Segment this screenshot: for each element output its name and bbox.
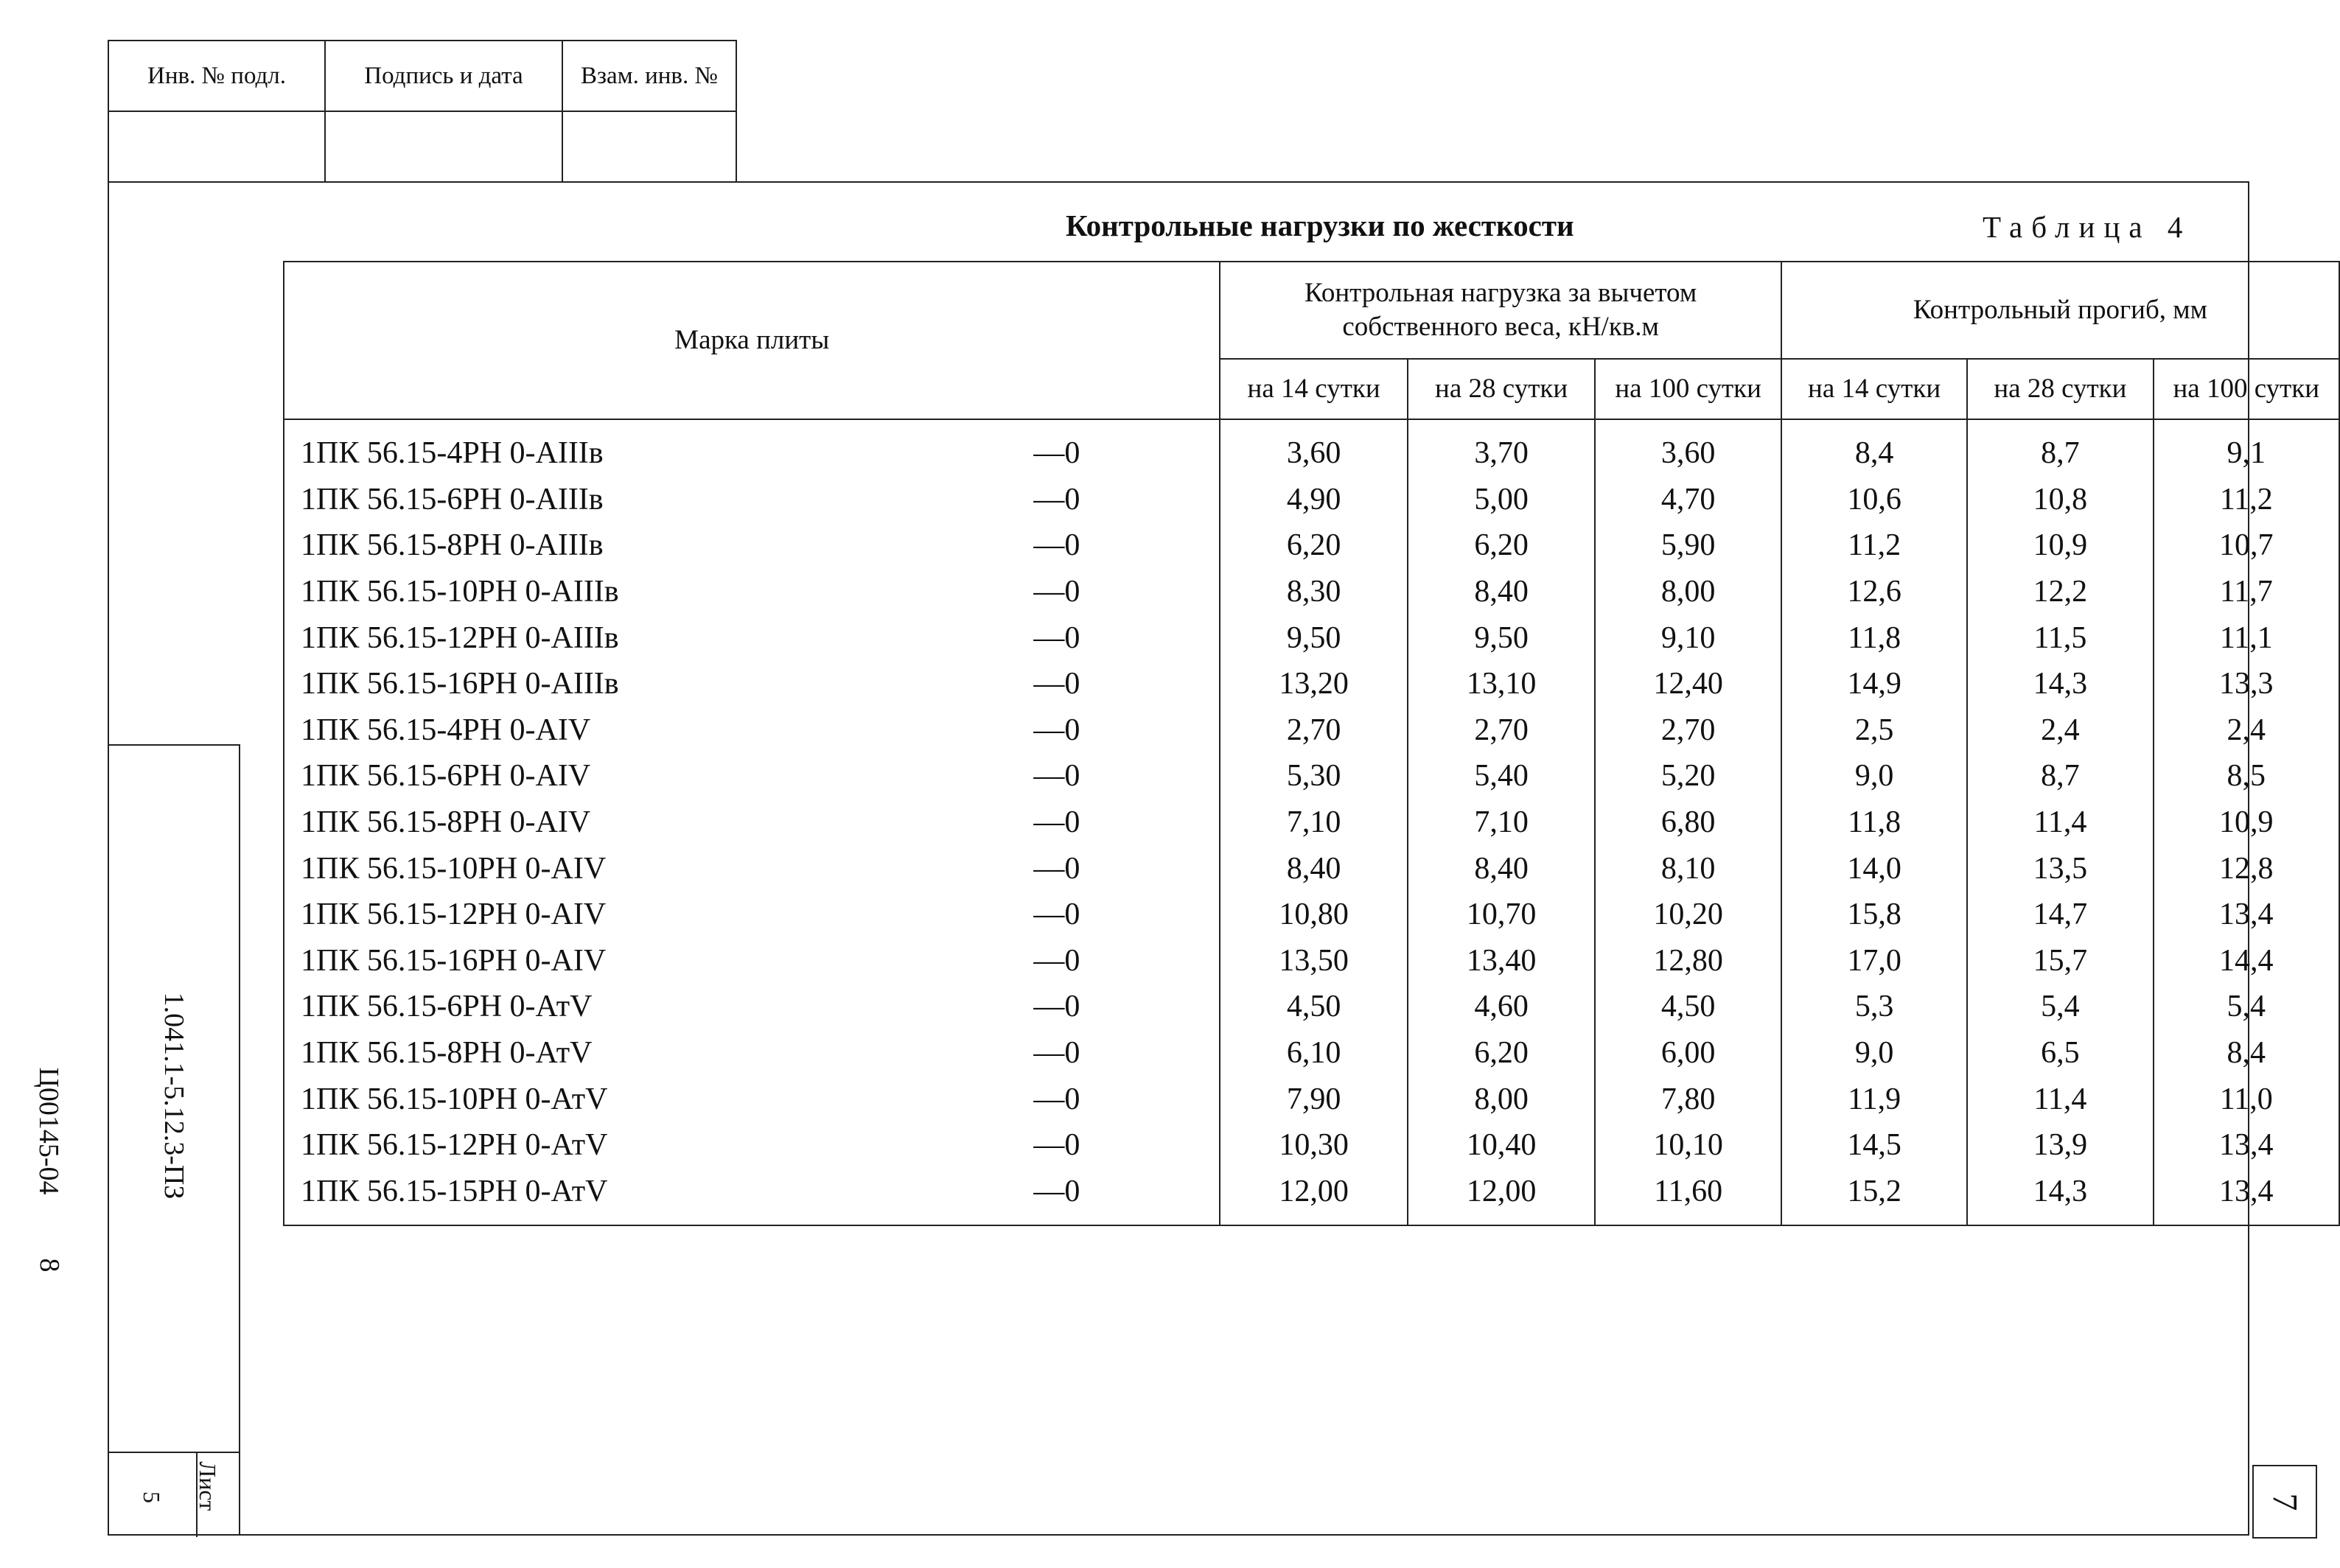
page-number: 7 (2265, 1493, 2305, 1511)
sheet-label: Лист (195, 1461, 221, 1511)
load-14-cell: 10,80 (1220, 892, 1408, 938)
deflection-14-cell: 9,0 (1781, 1030, 1967, 1077)
table-row (284, 707, 2339, 754)
deflection-14-cell: 17,0 (1781, 938, 1967, 984)
load-100-cell: 10,10 (1595, 1122, 1781, 1169)
load-28-cell: 5,00 (1408, 477, 1596, 523)
deflection-28-cell: 13,9 (1967, 1122, 2153, 1169)
suffix-cell: —0 (1033, 753, 1220, 799)
archive-code: Ц00145-04 (33, 1067, 64, 1195)
deflection-14-cell: 11,8 (1781, 799, 1967, 846)
load-28-cell: 3,70 (1408, 419, 1596, 477)
load-28-cell: 6,20 (1408, 522, 1596, 569)
deflection-14-cell: 14,0 (1781, 845, 1967, 892)
subheader-deflection-100: на 100 сутки (2154, 359, 2339, 419)
deflection-100-cell: 11,1 (2154, 615, 2339, 661)
deflection-14-cell: 14,9 (1781, 661, 1967, 707)
suffix-cell: —0 (1033, 569, 1220, 615)
deflection-100-cell: 2,4 (2154, 707, 2339, 754)
table-row (284, 1122, 2339, 1169)
archive-page-number: 8 (34, 1258, 65, 1273)
mark-cell: 1ПК 56.15-6РН 0-АIIIв (284, 477, 1033, 523)
header-deflection-group: Контрольный прогиб, мм (1781, 262, 2339, 359)
table-row (284, 799, 2339, 846)
load-100-cell: 8,00 (1595, 569, 1781, 615)
deflection-28-cell: 5,4 (1967, 984, 2153, 1030)
deflection-100-cell: 14,4 (2154, 938, 2339, 984)
deflection-28-cell: 10,8 (1967, 477, 2153, 523)
load-28-cell: 8,00 (1408, 1076, 1596, 1122)
deflection-14-cell: 5,3 (1781, 984, 1967, 1030)
deflection-28-cell: 10,9 (1967, 522, 2153, 569)
stiffness-table (283, 261, 2340, 1226)
suffix-cell: —0 (1033, 1076, 1220, 1122)
load-100-cell: 8,10 (1595, 845, 1781, 892)
deflection-100-cell: 9,1 (2154, 419, 2339, 477)
load-28-cell: 8,40 (1408, 569, 1596, 615)
suffix-cell: —0 (1033, 1122, 1220, 1169)
table-row (284, 615, 2339, 661)
suffix-cell: —0 (1033, 661, 1220, 707)
mark-cell: 1ПК 56.15-8РН 0-АтV (284, 1030, 1033, 1077)
load-100-cell: 3,60 (1595, 419, 1781, 477)
deflection-28-cell: 8,7 (1967, 753, 2153, 799)
suffix-cell: —0 (1033, 615, 1220, 661)
stamp-header-signature: Подпись и дата (326, 41, 563, 111)
header-load-group: Контрольная нагрузка за вычетом собственного веса, кН/кв.м (1220, 262, 1781, 359)
subheader-deflection-28: на 28 сутки (1967, 359, 2153, 419)
approval-stamp (108, 40, 737, 183)
mark-cell: 1ПК 56.15-8РН 0-АIV (284, 799, 1033, 846)
deflection-28-cell: 14,7 (1967, 892, 2153, 938)
deflection-28-cell: 11,5 (1967, 615, 2153, 661)
table-row (284, 892, 2339, 938)
suffix-cell: —0 (1033, 984, 1220, 1030)
load-28-cell: 10,40 (1408, 1122, 1596, 1169)
load-14-cell: 4,90 (1220, 477, 1408, 523)
load-14-cell: 7,10 (1220, 799, 1408, 846)
deflection-100-cell: 11,2 (2154, 477, 2339, 523)
mark-cell: 1ПК 56.15-10РН 0-АIIIв (284, 569, 1033, 615)
deflection-14-cell: 15,2 (1781, 1169, 1967, 1226)
load-14-cell: 10,30 (1220, 1122, 1408, 1169)
mark-cell: 1ПК 56.15-4РН 0-АIIIв (284, 419, 1033, 477)
suffix-cell: —0 (1033, 845, 1220, 892)
deflection-28-cell: 13,5 (1967, 845, 2153, 892)
load-14-cell: 2,70 (1220, 707, 1408, 754)
load-28-cell: 9,50 (1408, 615, 1596, 661)
load-14-cell: 12,00 (1220, 1169, 1408, 1226)
table-row (284, 984, 2339, 1030)
mark-cell: 1ПК 56.15-12РН 0-АтV (284, 1122, 1033, 1169)
deflection-28-cell: 2,4 (1967, 707, 2153, 754)
table-body (284, 419, 2339, 1225)
stamp-cell-signature (326, 111, 563, 181)
load-28-cell: 4,60 (1408, 984, 1596, 1030)
table-row (284, 419, 2339, 477)
subheader-deflection-14: на 14 сутки (1781, 359, 1967, 419)
load-28-cell: 5,40 (1408, 753, 1596, 799)
deflection-14-cell: 14,5 (1781, 1122, 1967, 1169)
deflection-100-cell: 12,8 (2154, 845, 2339, 892)
suffix-cell: —0 (1033, 938, 1220, 984)
table-title: Контрольные нагрузки по жесткости (1066, 209, 1574, 242)
table-label: Таблица 4 (1983, 210, 2192, 244)
table-row (284, 1076, 2339, 1122)
suffix-cell: —0 (1033, 522, 1220, 569)
load-100-cell: 2,70 (1595, 707, 1781, 754)
deflection-14-cell: 12,6 (1781, 569, 1967, 615)
load-28-cell: 12,00 (1408, 1169, 1596, 1226)
stamp-cell-inventory (109, 111, 326, 181)
suffix-cell: —0 (1033, 1169, 1220, 1226)
deflection-100-cell: 11,0 (2154, 1076, 2339, 1122)
subheader-load-100: на 100 сутки (1595, 359, 1781, 419)
suffix-cell: —0 (1033, 477, 1220, 523)
table-row (284, 938, 2339, 984)
mark-cell: 1ПК 56.15-6РН 0-АIV (284, 753, 1033, 799)
load-28-cell: 7,10 (1408, 799, 1596, 846)
document-code: 1.041.1-5.12.3-ПЗ (158, 992, 189, 1200)
stamp-header-replace: Взам. инв. № (581, 62, 718, 89)
stamp-header-inventory: Инв. № подл. (109, 41, 326, 111)
mark-cell: 1ПК 56.15-12РН 0-АIV (284, 892, 1033, 938)
suffix-cell: —0 (1033, 799, 1220, 846)
deflection-14-cell: 9,0 (1781, 753, 1967, 799)
load-100-cell: 6,80 (1595, 799, 1781, 846)
table-row (284, 569, 2339, 615)
deflection-28-cell: 14,3 (1967, 661, 2153, 707)
deflection-100-cell: 11,7 (2154, 569, 2339, 615)
load-100-cell: 7,80 (1595, 1076, 1781, 1122)
mark-cell: 1ПК 56.15-16РН 0-АIV (284, 938, 1033, 984)
load-14-cell: 13,20 (1220, 661, 1408, 707)
deflection-100-cell: 13,4 (2154, 892, 2339, 938)
deflection-28-cell: 12,2 (1967, 569, 2153, 615)
deflection-100-cell: 13,4 (2154, 1169, 2339, 1226)
load-14-cell: 5,30 (1220, 753, 1408, 799)
subheader-load-28: на 28 сутки (1408, 359, 1596, 419)
load-14-cell: 6,10 (1220, 1030, 1408, 1077)
load-14-cell: 9,50 (1220, 615, 1408, 661)
load-14-cell: 8,30 (1220, 569, 1408, 615)
deflection-28-cell: 15,7 (1967, 938, 2153, 984)
load-14-cell: 6,20 (1220, 522, 1408, 569)
load-28-cell: 13,40 (1408, 938, 1596, 984)
deflection-14-cell: 11,8 (1781, 615, 1967, 661)
load-100-cell: 6,00 (1595, 1030, 1781, 1077)
deflection-28-cell: 6,5 (1967, 1030, 2153, 1077)
table-row (284, 1169, 2339, 1226)
deflection-100-cell: 8,5 (2154, 753, 2339, 799)
load-100-cell: 11,60 (1595, 1169, 1781, 1226)
stamp-cell-replace (563, 111, 736, 181)
load-14-cell: 3,60 (1220, 419, 1408, 477)
load-14-cell: 13,50 (1220, 938, 1408, 984)
mark-cell: 1ПК 56.15-4РН 0-АIV (284, 707, 1033, 754)
table-row (284, 753, 2339, 799)
load-28-cell: 13,10 (1408, 661, 1596, 707)
load-100-cell: 5,90 (1595, 522, 1781, 569)
mark-cell: 1ПК 56.15-15РН 0-АтV (284, 1169, 1033, 1226)
load-100-cell: 12,80 (1595, 938, 1781, 984)
table-row (284, 1030, 2339, 1077)
deflection-28-cell: 14,3 (1967, 1169, 2153, 1226)
suffix-cell: —0 (1033, 707, 1220, 754)
deflection-100-cell: 13,4 (2154, 1122, 2339, 1169)
load-28-cell: 6,20 (1408, 1030, 1596, 1077)
mark-cell: 1ПК 56.15-6РН 0-АтV (284, 984, 1033, 1030)
table-row (284, 522, 2339, 569)
load-28-cell: 8,40 (1408, 845, 1596, 892)
mark-cell: 1ПК 56.15-10РН 0-АIV (284, 845, 1033, 892)
load-100-cell: 12,40 (1595, 661, 1781, 707)
table-row (284, 661, 2339, 707)
deflection-14-cell: 8,4 (1781, 419, 1967, 477)
load-28-cell: 10,70 (1408, 892, 1596, 938)
deflection-28-cell: 11,4 (1967, 799, 2153, 846)
load-100-cell: 4,50 (1595, 984, 1781, 1030)
load-14-cell: 7,90 (1220, 1076, 1408, 1122)
mark-cell: 1ПК 56.15-8РН 0-АIIIв (284, 522, 1033, 569)
load-100-cell: 9,10 (1595, 615, 1781, 661)
mark-cell: 1ПК 56.15-16РН 0-АIIIв (284, 661, 1033, 707)
load-28-cell: 2,70 (1408, 707, 1596, 754)
deflection-14-cell: 15,8 (1781, 892, 1967, 938)
deflection-14-cell: 2,5 (1781, 707, 1967, 754)
sheet-value: 5 (139, 1491, 165, 1503)
suffix-cell: —0 (1033, 892, 1220, 938)
table-row (284, 477, 2339, 523)
load-100-cell: 4,70 (1595, 477, 1781, 523)
mark-cell: 1ПК 56.15-10РН 0-АтV (284, 1076, 1033, 1122)
mark-cell: 1ПК 56.15-12РН 0-АIIIв (284, 615, 1033, 661)
deflection-100-cell: 10,7 (2154, 522, 2339, 569)
load-100-cell: 5,20 (1595, 753, 1781, 799)
deflection-100-cell: 8,4 (2154, 1030, 2339, 1077)
deflection-100-cell: 10,9 (2154, 799, 2339, 846)
load-100-cell: 10,20 (1595, 892, 1781, 938)
deflection-100-cell: 13,3 (2154, 661, 2339, 707)
deflection-28-cell: 11,4 (1967, 1076, 2153, 1122)
deflection-14-cell: 11,9 (1781, 1076, 1967, 1122)
side-strip (108, 744, 240, 1536)
deflection-14-cell: 11,2 (1781, 522, 1967, 569)
suffix-cell: —0 (1033, 1030, 1220, 1077)
subheader-load-14: на 14 сутки (1220, 359, 1408, 419)
deflection-14-cell: 10,6 (1781, 477, 1967, 523)
deflection-28-cell: 8,7 (1967, 419, 2153, 477)
load-14-cell: 8,40 (1220, 845, 1408, 892)
page-number-box (2252, 1465, 2317, 1539)
table-row (284, 845, 2339, 892)
deflection-100-cell: 5,4 (2154, 984, 2339, 1030)
header-mark: Марка плиты (284, 262, 1220, 419)
suffix-cell: —0 (1033, 419, 1220, 477)
load-14-cell: 4,50 (1220, 984, 1408, 1030)
